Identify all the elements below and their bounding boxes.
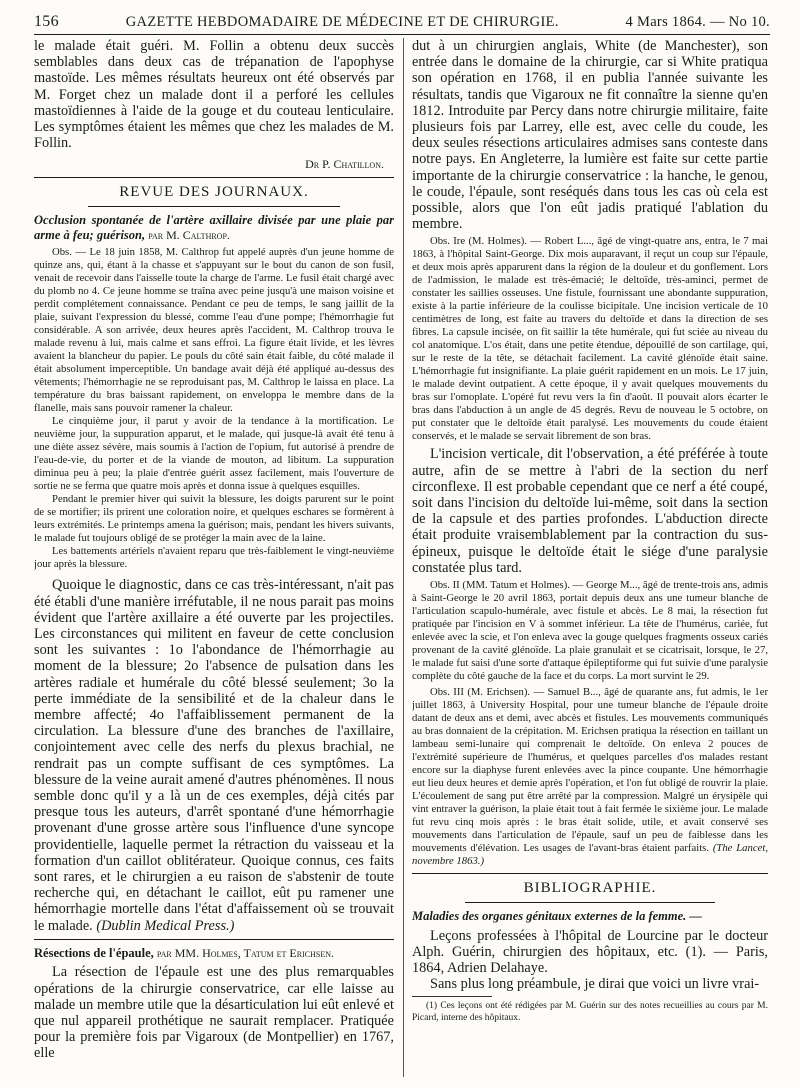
article-title-text: Occlusion spontanée de l'artère axillaire divisée par une plaie par arme à feu; guérison, — [34, 213, 394, 242]
journal-title: GAZETTE HEBDOMADAIRE DE MÉDECINE ET DE CHIRURGIE. — [125, 13, 559, 30]
page-number: 156 — [34, 13, 59, 30]
separator-rule — [34, 177, 394, 178]
section-underline — [88, 206, 340, 207]
observation-paragraph: Obs. — Le 18 juin 1858, M. Calthrop fut appelé auprès d'un jeune homme de quinze ans, qui, étant à la chasse et s'appuyant sur le bout du canon de son fusil, venait de recevoir dans l'aisselle toute la charge de l'arme. Le fusil était chargé avec du plomb no 4. Ce jeune homme se traîna avec peine jusqu'à une maison voisine et perdit complétement connaissance. Pendant ce peu de temps, le sang jaillit de la plaie, suivant l'expression du blessé, comme l'eau d'une pompe; l'hémorrhagie fut considérable. A son arrivée, deux heures après l'accident, M. Calthrop trouva le malade revenu à lui, mais calme et sans effroi. La figure était livide, et les lèvres avaient la blancheur du papier. Le pouls du côté sain était faible, du côté malade il était absolument imperceptible. Un bandage avait déjà été appliqué au-dessus des vêtements; l'hémorrhagie ne se reproduisant pas, M. Calthrop le laissa en place. La température du bras baissant rapidement, on enveloppa le membre dans de la flanelle, mais sans pouvoir ramener la chaleur. — [34, 246, 394, 415]
source-citation: (Dublin Medical Press.) — [96, 917, 235, 934]
signature: Dr P. Chatillon. — [305, 157, 384, 172]
separator-rule — [412, 873, 768, 874]
book-details: Leçons professées à l'hôpital de Lourcine par le docteur Alph. Guérin, chirurgien des hôpitaux, etc. (1). — Paris, 1864, Adrien Delahaye. — [412, 927, 768, 976]
observation-3 — [412, 686, 768, 868]
issue-date: 4 Mars 1864. — No 10. — [625, 13, 770, 30]
observation-paragraph: Le cinquième jour, il parut y avoir de la tendance à la mortification. Le neuvième jour, la suppuration apparut, et le malade, qui jusque-là avait été tenu à une diète assez sévère, mais soumis à l'action de l'opium, fut autorisé à prendre de l'eau-de-vie, du porter et de la viande de mouton, ad libitum. La suppuration diminua peu à peu; la plaie d'entrée guérit assez facilement, mais l'ouverture de sortie ne se ferma que quatre mois après et donna issue à quelques esquilles. — [34, 415, 394, 493]
commentary-paragraph — [34, 577, 394, 933]
article-title-resections — [34, 946, 394, 961]
book-review-start: Sans plus long préambule, je dirai que voici un livre vrai- — [430, 976, 760, 993]
article-author: par MM. Holmes, Tatum et Erichsen. — [156, 945, 334, 960]
commentary-paragraph: L'incision verticale, dit l'observation, a été préférée à toute autre, afin de se mettre à l'abri de la section du nerf circonflexe. Il est probable cependant que ce nerf a été coupé, soit dans l'incision du deltoïde lui-même, soit dans la section de la capsule et des parties profondes. L'abduction directe était produite vraisemblablement par la contraction du sus-épineux, puisque le deltoïde était le siége d'une paralysie constatée plus tard. — [412, 446, 768, 576]
section-title-revue: REVUE DES JOURNAUX. — [119, 184, 309, 201]
section-title-bibliographie: BIBLIOGRAPHIE. — [523, 880, 657, 897]
observation-paragraph: Pendant le premier hiver qui suivit la blessure, les doigts parurent sur le point de se mortifier; ils prirent une coloration noire, et quelques eschares se formèrent à leurs extrémités. Le printemps amena la guérison; mais, pendant les hivers suivants, le malade fut toujours obligé de se protéger la main avec de la laine. — [34, 493, 394, 545]
continuation-paragraph: dut à un chirurgien anglais, White (de Manchester), son entrée dans le domaine de la chirurgie, car si White pratiqua son opération en 1768, il en publia l'année suivante les résultats, tandis que Vigaroux ne fit connaître la sienne qu'en 1812. Introduite par Percy dans notre chirurgie militaire, faite plusieurs fois par Larrey, elle est, avec celle du coude, les deux seules résections articulaires admises sans conteste dans notre pays. En Angleterre, la lumière est faite sur cette partie importante de la chirurgie conservatrice : la hanche, le genou, le coude, l'épaule, sont reséqués dans tous les cas où cela est possible, alors que l'on eût jadis pratiqué l'ablation du membre. — [412, 38, 768, 233]
observation-paragraph: Les battements artériels n'avaient reparu que très-faiblement le vingt-neuvième jour après la blessure. — [34, 545, 394, 571]
book-title: Maladies des organes génitaux externes de la femme. — — [412, 909, 702, 924]
article-title-text: Résections de l'épaule, — [34, 945, 154, 960]
right-column — [412, 38, 768, 1081]
article-title-occlusion — [34, 213, 394, 242]
left-column — [34, 38, 394, 1081]
article-author: par M. Calthrop. — [148, 227, 230, 242]
footnote: (1) Ces leçons ont été rédigées par M. Guérin sur des notes recueillies au cours par M. Picard, interne des hôpitaux. — [412, 1001, 768, 1023]
article-paragraph: La résection de l'épaule est une des plus remarquables opérations de la chirurgie conservatrice, car elle laisse au malade un membre utile que la désarticulation lui eût enlevé et que nul appareil prothétique ne saurait remplacer. Pratiquée pour la première fois par Vigaroux (de Montpellier) en 1767, elle — [34, 964, 394, 1062]
observation-3-text: Obs. III (M. Erichsen). — Samuel B..., âgé de quarante ans, fut admis, le 1er juillet 1863, à University Hospital, pour une tumeur blanche de l'épaule droite datant de deux ans et demi, avec abcès et fistules. Les mouvements communiqués au bras donnaient de la crépitation. M. Erichsen pratiqua la résection en taillant un lambeau semi-lunaire qui comprenait le deltoïde. On enleva 2 pouces de l'extrémité supérieure de l'humérus, et quelques parcelles d'os malades restant encore sur la diaphyse furent enlevées avec la pince coupante. Une hémorrhagie eut lieu deux heures et demie après l'opération, et l'on fut obligé de rouvrir la plaie. L'écoulement de sang put être arrêté par la compression. Malgré un érysipèle qui vint entraver la guérison, la plaie était tout à fait fermée le sixième jour. Le malade fut revu cinq mois après : le bras était solide, utile, et avait conservé ses mouvements dans l'articulation de l'épaule, sauf un peu de faiblesse dans les mouvements d'élévation. Les usages de l'avant-bras étaient parfaits. — [412, 686, 768, 855]
footnote-rule — [412, 996, 492, 997]
separator-rule — [34, 939, 394, 940]
section-underline — [465, 902, 714, 903]
intro-paragraph: le malade était guéri. M. Follin a obtenu deux succès semblables dans deux cas de trépanation de l'apophyse mastoïde. Les mêmes résultats heureux ont été observés par M. Forget chez un malade dont il a perforé les cellules mastoïdiennes à l'aide de la gouge et du couteau lenticulaire. Les symptômes étaient les mêmes que chez les malades de M. Follin. — [34, 38, 394, 152]
commentary-text: Quoique le diagnostic, dans ce cas très-intéressant, n'ait pas été établi d'une manière irréfutable, il ne nous parait pas moins évident que l'artère axillaire a été ouverte par les projectiles. Les circonstances qui militent en faveur de cette conclusion sont les suivantes : 1o l'abondance de l'hémorrhagie au moment de la blessure; 2o l'absence de pulsation dans les artères radiale et humérale du côté blessé seulement; 3o la perte immédiate de la sensibilité et de la chaleur dans le membre affecté; 4o l'affaiblissement permanent de la circulation. La blessure d'une des branches de l'axillaire, conjointement avec celle des nerfs du plexus brachial, ne rendrait pas un compte suffisant de ces symptômes. La blessure de la veine aurait amené d'autres phénomènes. Il nous semble donc qu'il y a là un de ces exemples, déjà cités par presque tous les auteurs, d'arrêt spontané d'une hémorrhagie provenant d'une grosse artère sous l'influence d'une syncope providentielle, laquelle permet la rétraction du vaisseau et la formation d'un caillot oblitérateur. Quoique connus, ces faits sont rares, et le chirurgien a eu raison de s'abstenir de toute recherche qui, en détachant le caillot, eût pu ramener une hémorrhagie mortelle dans l'état d'affaissement où se trouvait le malade. — [34, 577, 394, 934]
source-citation: (The Lancet, novembre 1863.) — [412, 842, 768, 868]
column-divider — [403, 38, 404, 1077]
observation-2: Obs. II (MM. Tatum et Holmes). — George M..., âgé de trente-trois ans, admis à Saint-George le 20 avril 1863, portait depuis deux ans une tumeur blanche de l'articulation scapulo-humérale, avec fistule et abcès. Le 8 mai, la résection fut pratiquée par l'incision en V à sommet inférieur. La tête de l'humérus, cariée, fut enlevée avec la scie, et l'on enleva avec la gouge quelques fragments osseux cariés provenant de la cavité glénoïde. La plaie granulait et se cicatrisait, lorsque, le 27, le malade fut saisi d'une sorte d'attaque épileptiforme qui fut suivie d'une paralysie complète du côté gauche de la face et du corps. La mort survint le 29. — [412, 579, 768, 683]
page-header — [34, 10, 770, 35]
observation-1: Obs. Ire (M. Holmes). — Robert L..., âgé de vingt-quatre ans, entra, le 7 mai 1863, à l'hôpital Saint-George. Dix mois auparavant, il reçut un coup sur l'épaule, et deux mois après apparurent dans la région de la douleur et du gonflement. Lors de l'admission, le malade est très-émacié; le deltoïde, très-aminci, permet de constater les saillies osseuses. Une fistule, fournissant une abondante suppuration, existe à la partie inférieure de la coulisse bicipitale. Une incision verticale de 10 centimètres de long, est faite au travers du deltoïde et dans la direction de ses fibres. La capsule incisée, on fit saillir la tête humérale, qui fut sciée au niveau du col anatomique. L'os était, dans une petite étendue, dépouillé de son cartilage, qui, sur le reste de la tête, se détachait facilement. La cavité glénoïde était saine. L'hémorrhagie fut insignifiante. La plaie guérit rapidement en un mois. Le 17 juin, le malade devint outpatient. A cette époque, il y avait quelques mouvements du bras sur l'omoplate. L'opéré fut revu vers la fin d'août. Il pouvait alors écarter le bras dans l'abduction à un angle de 45 degrés. Revu de nouveau le 5 octobre, on put constater que le deltoïde était paralysé. Les mouvements du coude étaient conservés, et le malade se servait librement de son bras. — [412, 235, 768, 443]
